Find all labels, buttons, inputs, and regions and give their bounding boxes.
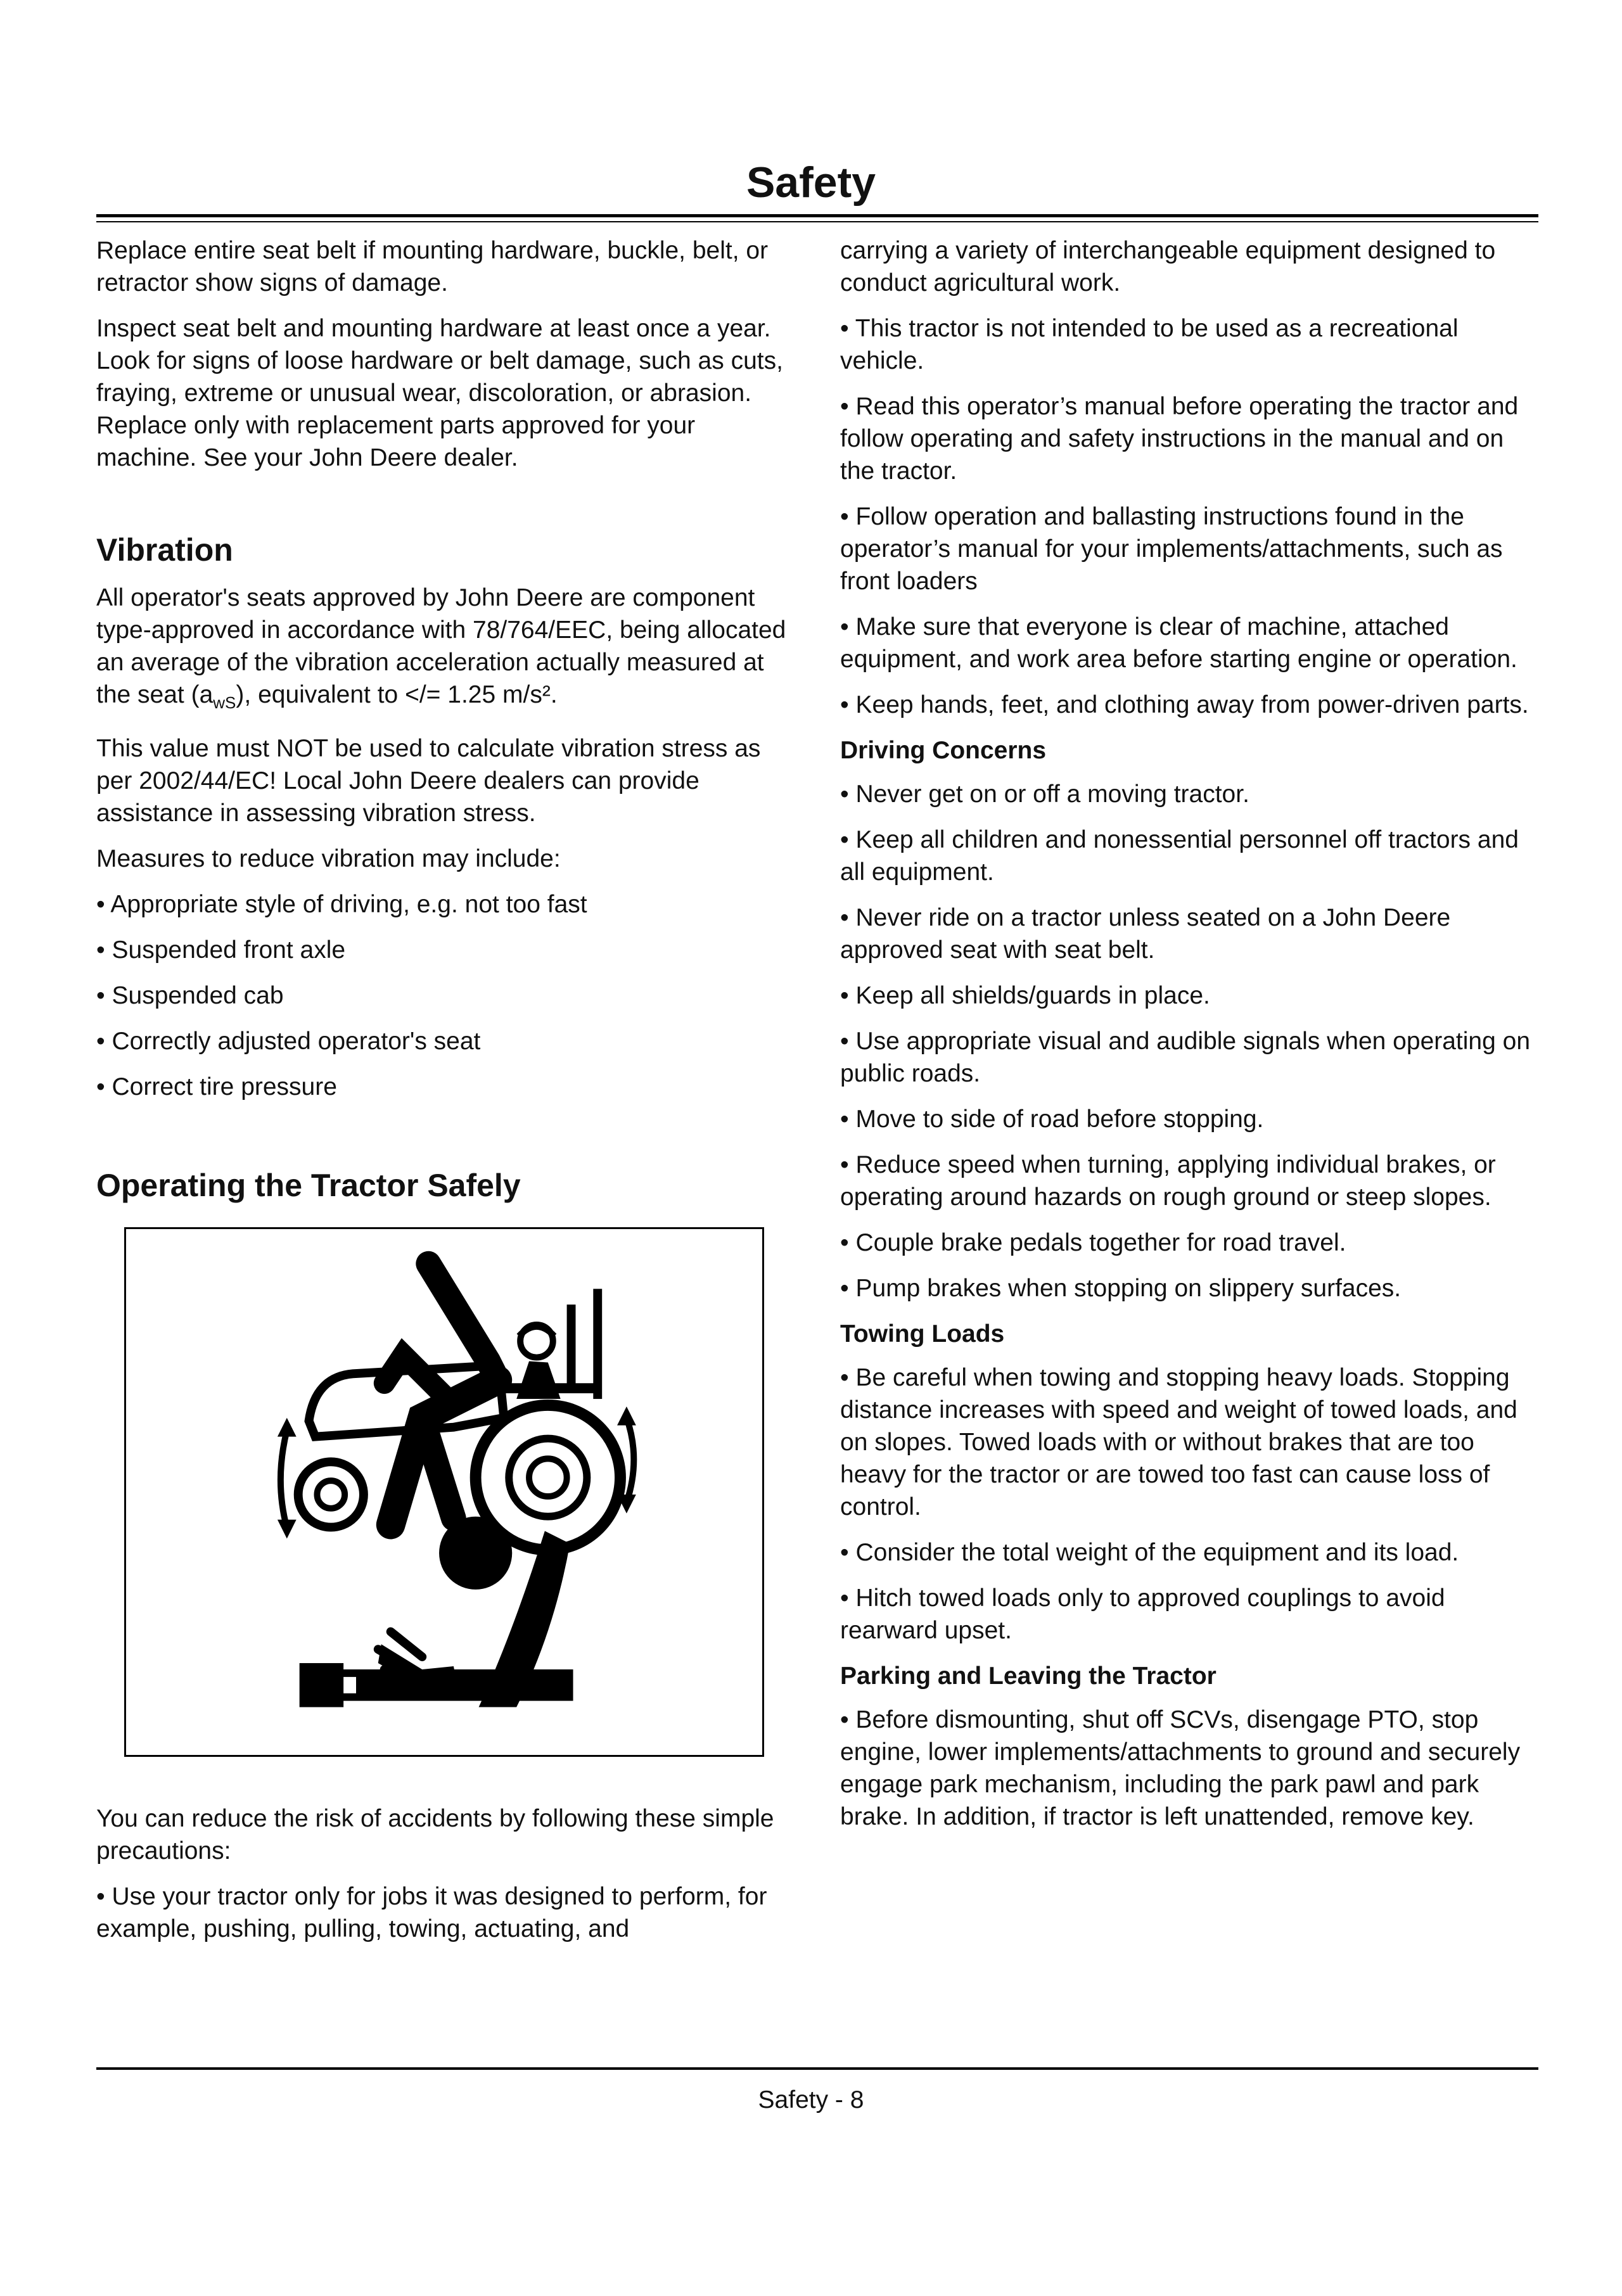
operating-heading: Operating the Tractor Safely bbox=[96, 1167, 521, 1203]
vibration-bullet: • Suspended front axle bbox=[96, 936, 346, 964]
seat-belt-inspection-paragraph: Inspect seat belt and mounting hardware at least once a year. Look for signs of loose hardware or belt damage, such as cuts, fraying, extreme or unusual wear, discoloration, or abrasion. Replace only with replacement parts approved for your machine. See your John Deere dealer. bbox=[96, 315, 783, 471]
right-column bbox=[840, 234, 1538, 1846]
page-title: Safety bbox=[746, 158, 876, 207]
driving-bullet: • Pump brakes when stopping on slippery surfaces. bbox=[840, 1275, 1402, 1302]
towing-bullet: • Consider the total weight of the equipment and its load. bbox=[840, 1539, 1459, 1566]
driving-bullet: • Use appropriate visual and audible signals when operating on public roads. bbox=[840, 1028, 1531, 1087]
general-bullet: • Follow operation and ballasting instructions found in the operator’s manual for your implements/attachments, such as front loaders bbox=[840, 503, 1503, 595]
driving-bullet: • Never ride on a tractor unless seated on a John Deere approved seat with seat belt. bbox=[840, 904, 1451, 964]
general-bullet: • Make sure that everyone is clear of machine, attached equipment, and work area before starting engine or operation. bbox=[840, 613, 1517, 673]
vibration-text-b: ), equivalent to </= 1.25 m/s². bbox=[236, 681, 558, 708]
vibration-measures-intro: Measures to reduce vibration may include: bbox=[96, 845, 561, 872]
page-number: Safety - 8 bbox=[758, 2086, 864, 2114]
towing-bullet: • Hitch towed loads only to approved couplings to avoid rearward upset. bbox=[840, 1585, 1445, 1644]
header-rule-thin bbox=[96, 221, 1538, 222]
vibration-subscript: wS bbox=[213, 692, 236, 712]
driving-bullet: • Never get on or off a moving tractor. bbox=[840, 781, 1249, 808]
parking-heading: Parking and Leaving the Tractor bbox=[840, 1662, 1216, 1690]
operating-bullet: • Use your tractor only for jobs it was designed to perform, for example, pushing, pulling, towing, actuating, and bbox=[96, 1882, 767, 1942]
driving-concerns-heading: Driving Concerns bbox=[840, 737, 1047, 764]
operating-intro-paragraph: You can reduce the risk of accidents by following these simple precautions: bbox=[96, 1804, 774, 1865]
driving-bullet: • Couple brake pedals together for road travel. bbox=[840, 1229, 1346, 1256]
header-rule bbox=[96, 214, 1538, 217]
left-column bbox=[96, 234, 793, 1958]
driving-bullet: • Keep all shields/guards in place. bbox=[840, 982, 1210, 1009]
vibration-bullet: • Appropriate style of driving, e.g. not too fast bbox=[96, 890, 587, 918]
continued-paragraph: carrying a variety of interchangeable equipment designed to conduct agricultural work. bbox=[840, 237, 1496, 297]
driving-bullet: • Keep all children and nonessential personnel off tractors and all equipment. bbox=[840, 826, 1519, 886]
driving-bullet: • Move to side of road before stopping. bbox=[840, 1106, 1264, 1133]
parking-bullet: • Before dismounting, shut off SCVs, disengage PTO, stop engine, lower implements/attachments to ground and securely engage park mechanism, including the park pawl and park brake. In addition, if tractor is left unattended, remove key. bbox=[840, 1706, 1521, 1830]
general-bullet: • Read this operator’s manual before operating the tractor and follow operating and safety instructions in the manual and on the tractor. bbox=[840, 393, 1519, 485]
towing-loads-heading: Towing Loads bbox=[840, 1320, 1005, 1348]
vibration-bullet: • Correct tire pressure bbox=[96, 1073, 337, 1100]
vibration-heading: Vibration bbox=[96, 532, 233, 568]
general-bullet: • This tractor is not intended to be used as a recreational vehicle. bbox=[840, 315, 1459, 374]
footer-rule bbox=[96, 2067, 1538, 2070]
vibration-bullet: • Suspended cab bbox=[96, 981, 284, 1009]
seat-belt-paragraph: Replace entire seat belt if mounting hardware, buckle, belt, or retractor show signs of damage. bbox=[96, 237, 769, 297]
vibration-warning-paragraph: This value must NOT be used to calculate vibration stress as per 2002/44/EC! Local John Deere dealers can provide assistance in assessing vibration stress. bbox=[96, 734, 761, 827]
vibration-paragraph bbox=[96, 582, 793, 719]
general-bullet: • Keep hands, feet, and clothing away from power-driven parts. bbox=[840, 691, 1529, 718]
vibration-bullet: • Correctly adjusted operator's seat bbox=[96, 1027, 481, 1055]
safety-illustration bbox=[124, 1227, 764, 1757]
vibration-text-a: All operator's seats approved by John Deere are component type-approved in accordance with 78/764/EEC, being allocated an average of the vibration acceleration actually measured at the seat (a bbox=[96, 584, 786, 708]
driving-bullet: • Reduce speed when turning, applying individual brakes, or operating around hazards on rough ground or steep slopes. bbox=[840, 1151, 1496, 1211]
towing-bullet: • Be careful when towing and stopping heavy loads. Stopping distance increases with speed and weight of towed loads, and on slopes. Towed loads with or without brakes that are too heavy for the tractor or are towed too fast can cause loss of control. bbox=[840, 1364, 1517, 1521]
tractor-hazard-icon bbox=[126, 1229, 762, 1755]
